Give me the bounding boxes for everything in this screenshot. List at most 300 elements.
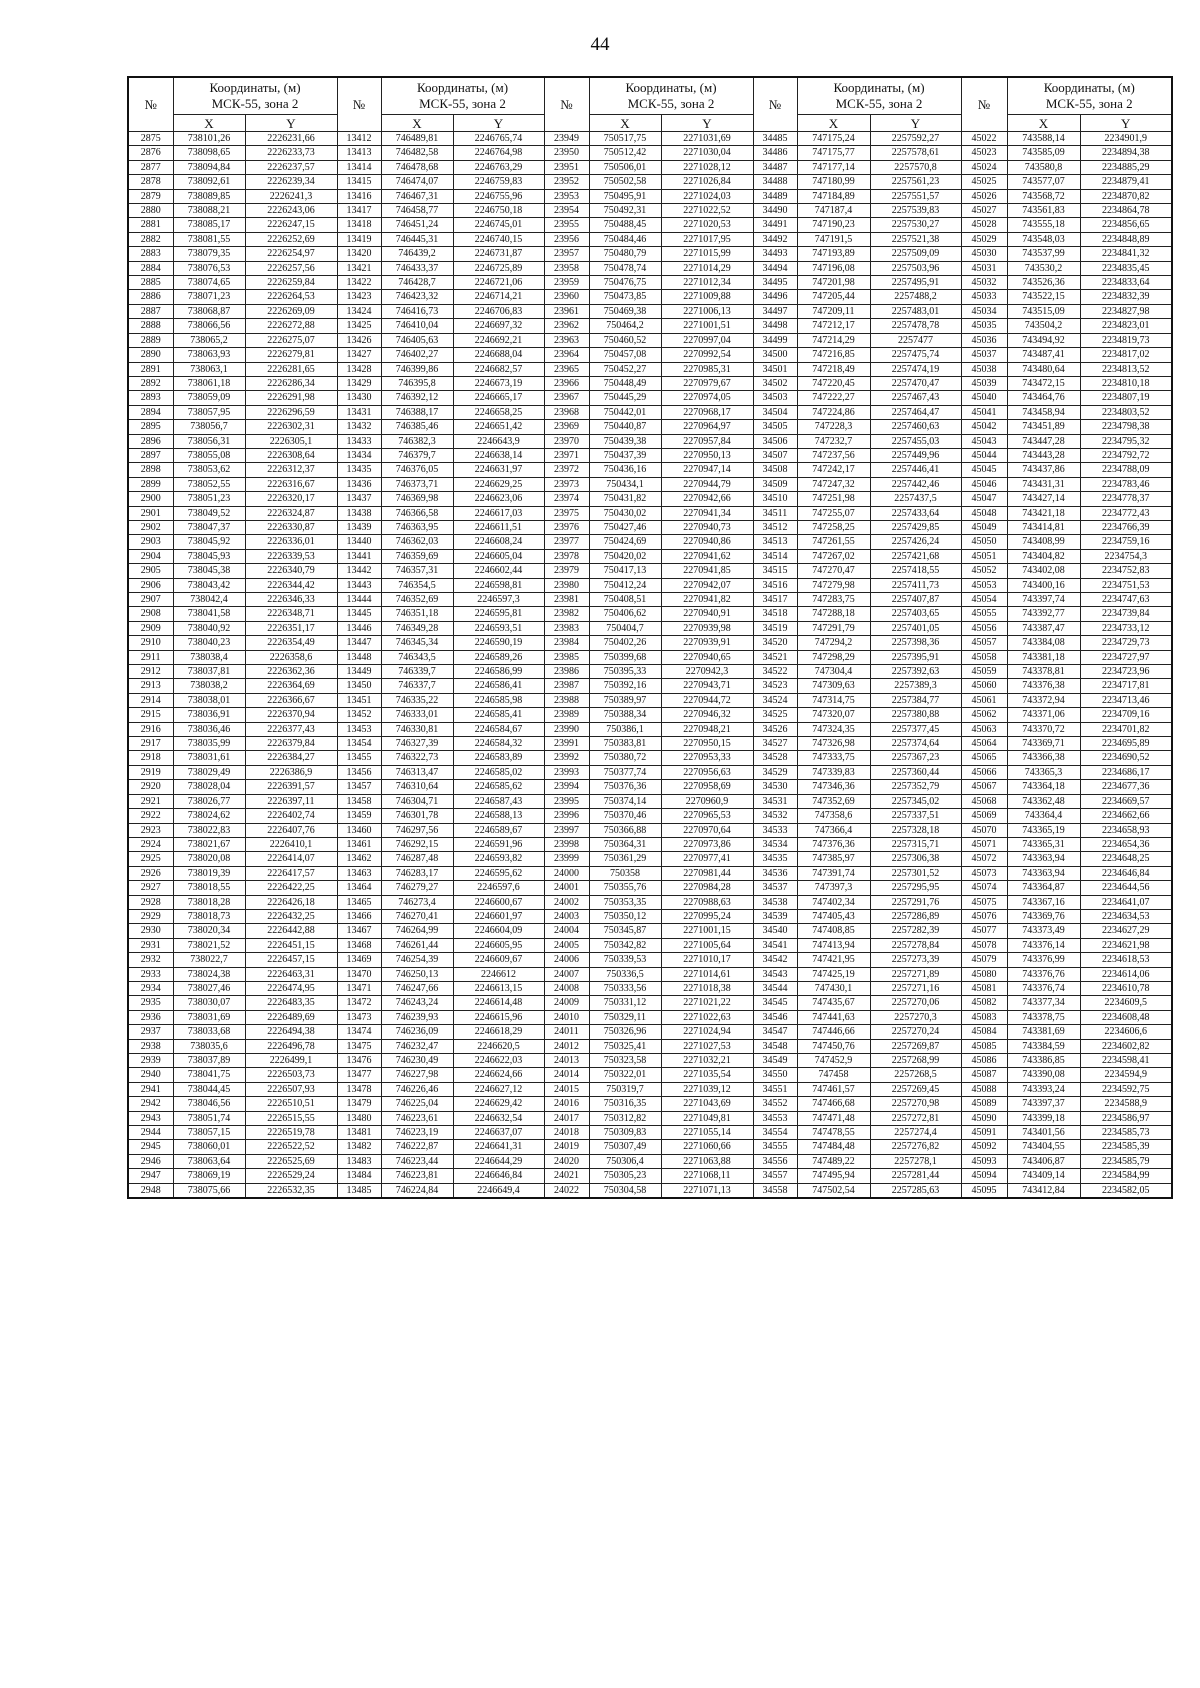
y-coordinate: 2234727,97	[1080, 650, 1172, 664]
point-number: 45055	[961, 607, 1007, 621]
point-number: 23981	[544, 593, 589, 607]
y-coordinate: 2226426,18	[245, 895, 337, 909]
point-number: 2909	[128, 621, 173, 635]
point-number: 45037	[961, 348, 1007, 362]
point-number: 2904	[128, 549, 173, 563]
x-coordinate: 743409,14	[1007, 1169, 1080, 1183]
point-number: 34496	[753, 290, 797, 304]
y-coordinate: 2271014,61	[661, 967, 753, 981]
y-coordinate: 2257306,38	[870, 852, 961, 866]
point-number: 45064	[961, 737, 1007, 751]
y-coordinate: 2257286,89	[870, 909, 961, 923]
y-coordinate: 2234752,83	[1080, 564, 1172, 578]
point-number: 45042	[961, 420, 1007, 434]
y-coordinate: 2270958,69	[661, 780, 753, 794]
y-coordinate: 2246622,03	[453, 1054, 544, 1068]
y-coordinate: 2226391,57	[245, 780, 337, 794]
x-coordinate: 746279,27	[381, 881, 453, 895]
x-coordinate: 750319,7	[589, 1082, 661, 1096]
y-coordinate: 2271039,12	[661, 1082, 753, 1096]
point-number: 34533	[753, 823, 797, 837]
point-number: 34553	[753, 1111, 797, 1125]
y-coordinate: 2270941,82	[661, 593, 753, 607]
point-number: 34538	[753, 895, 797, 909]
point-number: 13420	[337, 247, 381, 261]
y-coordinate: 2234717,81	[1080, 679, 1172, 693]
point-number: 45078	[961, 938, 1007, 952]
y-coordinate: 2257592,27	[870, 132, 961, 146]
point-number: 13413	[337, 146, 381, 160]
x-coordinate: 750488,45	[589, 218, 661, 232]
y-coordinate: 2226308,64	[245, 448, 337, 462]
y-coordinate: 2246608,24	[453, 535, 544, 549]
point-number: 23957	[544, 247, 589, 261]
y-coordinate: 2246584,32	[453, 737, 544, 751]
point-number: 13449	[337, 665, 381, 679]
point-number: 13474	[337, 1025, 381, 1039]
y-coordinate: 2246584,67	[453, 722, 544, 736]
point-number: 2947	[128, 1169, 173, 1183]
x-coordinate: 738094,84	[173, 160, 245, 174]
point-number: 34503	[753, 391, 797, 405]
point-number: 34548	[753, 1039, 797, 1053]
y-coordinate: 2257269,87	[870, 1039, 961, 1053]
y-coordinate: 2246692,21	[453, 333, 544, 347]
point-number: 13441	[337, 549, 381, 563]
y-coordinate: 2246612	[453, 967, 544, 981]
x-coordinate: 747224,86	[797, 405, 870, 419]
x-coordinate: 750306,4	[589, 1154, 661, 1168]
y-coordinate: 2226414,07	[245, 852, 337, 866]
y-coordinate: 2257446,41	[870, 463, 961, 477]
x-coordinate: 743401,56	[1007, 1126, 1080, 1140]
x-coordinate: 743369,76	[1007, 909, 1080, 923]
x-coordinate: 738061,18	[173, 376, 245, 390]
point-number: 2917	[128, 737, 173, 751]
y-coordinate: 2246644,29	[453, 1154, 544, 1168]
point-number: 24006	[544, 953, 589, 967]
x-coordinate: 738021,52	[173, 938, 245, 952]
point-number: 34536	[753, 866, 797, 880]
table-row	[128, 1169, 1172, 1183]
table-row	[128, 549, 1172, 563]
x-coordinate: 743568,72	[1007, 189, 1080, 203]
x-coordinate: 743364,18	[1007, 780, 1080, 794]
x-coordinate: 747247,32	[797, 477, 870, 491]
x-coordinate: 747408,85	[797, 924, 870, 938]
point-number: 13472	[337, 996, 381, 1010]
y-coordinate: 2257278,1	[870, 1154, 961, 1168]
point-number: 13442	[337, 564, 381, 578]
y-coordinate: 2271030,04	[661, 146, 753, 160]
x-coordinate: 743530,2	[1007, 261, 1080, 275]
y-coordinate: 2270941,34	[661, 506, 753, 520]
point-number: 45057	[961, 636, 1007, 650]
point-number: 45031	[961, 261, 1007, 275]
point-number: 13454	[337, 737, 381, 751]
point-number: 34494	[753, 261, 797, 275]
x-coordinate: 743548,03	[1007, 232, 1080, 246]
x-header: X	[589, 115, 661, 132]
x-coordinate: 750457,08	[589, 348, 661, 362]
point-number: 23978	[544, 549, 589, 563]
x-coordinate: 747214,29	[797, 333, 870, 347]
x-coordinate: 738021,67	[173, 837, 245, 851]
point-number: 13432	[337, 420, 381, 434]
x-coordinate: 743386,85	[1007, 1054, 1080, 1068]
point-number: 2912	[128, 665, 173, 679]
point-number: 23995	[544, 794, 589, 808]
point-number: 13451	[337, 693, 381, 707]
x-coordinate: 750355,76	[589, 881, 661, 895]
point-number: 24007	[544, 967, 589, 981]
y-coordinate: 2246646,84	[453, 1169, 544, 1183]
x-coordinate: 746250,13	[381, 967, 453, 981]
x-coordinate: 747489,22	[797, 1154, 870, 1168]
point-number: 13418	[337, 218, 381, 232]
point-number: 45071	[961, 837, 1007, 851]
x-coordinate: 743381,18	[1007, 650, 1080, 664]
point-number: 13465	[337, 895, 381, 909]
point-number: 13414	[337, 160, 381, 174]
x-coordinate: 750424,69	[589, 535, 661, 549]
y-coordinate: 2257455,03	[870, 434, 961, 448]
x-coordinate: 747261,55	[797, 535, 870, 549]
x-coordinate: 738031,69	[173, 1010, 245, 1024]
x-coordinate: 747232,7	[797, 434, 870, 448]
x-coordinate: 738018,28	[173, 895, 245, 909]
y-coordinate: 2246598,81	[453, 578, 544, 592]
y-coordinate: 2246682,57	[453, 362, 544, 376]
x-coordinate: 750374,14	[589, 794, 661, 808]
table-row	[128, 405, 1172, 419]
x-coordinate: 747288,18	[797, 607, 870, 621]
x-coordinate: 747466,68	[797, 1097, 870, 1111]
point-number: 45085	[961, 1039, 1007, 1053]
x-coordinate: 746292,15	[381, 837, 453, 851]
y-coordinate: 2257460,63	[870, 420, 961, 434]
x-coordinate: 746287,48	[381, 852, 453, 866]
point-number: 23962	[544, 319, 589, 333]
y-coordinate: 2270968,17	[661, 405, 753, 419]
y-coordinate: 2271021,22	[661, 996, 753, 1010]
x-coordinate: 738020,08	[173, 852, 245, 866]
y-coordinate: 2226510,51	[245, 1097, 337, 1111]
table-row	[128, 1010, 1172, 1024]
x-coordinate: 738031,61	[173, 751, 245, 765]
y-coordinate: 2234848,89	[1080, 232, 1172, 246]
point-number: 23963	[544, 333, 589, 347]
x-coordinate: 738075,66	[173, 1183, 245, 1198]
y-coordinate: 2271063,88	[661, 1154, 753, 1168]
point-number: 23979	[544, 564, 589, 578]
x-coordinate: 747212,17	[797, 319, 870, 333]
point-number: 13453	[337, 722, 381, 736]
x-coordinate: 738074,65	[173, 276, 245, 290]
point-number: 34531	[753, 794, 797, 808]
y-coordinate: 2226348,71	[245, 607, 337, 621]
point-number: 34508	[753, 463, 797, 477]
x-coordinate: 747333,75	[797, 751, 870, 765]
x-coordinate: 746354,5	[381, 578, 453, 592]
y-coordinate: 2246591,96	[453, 837, 544, 851]
x-coordinate: 738047,37	[173, 520, 245, 534]
x-coordinate: 746225,04	[381, 1097, 453, 1111]
point-number: 13458	[337, 794, 381, 808]
y-coordinate: 2271068,11	[661, 1169, 753, 1183]
y-coordinate: 2257411,73	[870, 578, 961, 592]
x-coordinate: 746270,41	[381, 909, 453, 923]
point-number: 34547	[753, 1025, 797, 1039]
point-number: 45027	[961, 204, 1007, 218]
y-coordinate: 2226519,78	[245, 1126, 337, 1140]
point-number: 45059	[961, 665, 1007, 679]
point-number: 13427	[337, 348, 381, 362]
point-number: 23949	[544, 132, 589, 146]
y-coordinate: 2246593,82	[453, 852, 544, 866]
point-number: 23977	[544, 535, 589, 549]
x-coordinate: 743392,77	[1007, 607, 1080, 621]
x-coordinate: 750460,52	[589, 333, 661, 347]
point-number: 23989	[544, 708, 589, 722]
x-coordinate: 747294,2	[797, 636, 870, 650]
point-number: 2927	[128, 881, 173, 895]
point-number: 13436	[337, 477, 381, 491]
y-header: Y	[453, 115, 544, 132]
point-number: 45053	[961, 578, 1007, 592]
x-coordinate: 746223,81	[381, 1169, 453, 1183]
point-number: 24014	[544, 1068, 589, 1082]
point-number: 2911	[128, 650, 173, 664]
y-coordinate: 2257475,74	[870, 348, 961, 362]
point-number: 2910	[128, 636, 173, 650]
y-coordinate: 2226386,9	[245, 765, 337, 779]
x-coordinate: 738018,55	[173, 881, 245, 895]
x-coordinate: 746330,81	[381, 722, 453, 736]
point-number: 23990	[544, 722, 589, 736]
y-coordinate: 2246585,98	[453, 693, 544, 707]
y-coordinate: 2257551,57	[870, 189, 961, 203]
point-number: 34532	[753, 809, 797, 823]
x-coordinate: 750353,35	[589, 895, 661, 909]
y-coordinate: 2226243,06	[245, 204, 337, 218]
y-coordinate: 2246641,31	[453, 1140, 544, 1154]
y-coordinate: 2270960,9	[661, 794, 753, 808]
point-number: 23970	[544, 434, 589, 448]
x-coordinate: 750408,51	[589, 593, 661, 607]
y-coordinate: 2246605,04	[453, 549, 544, 563]
point-number: 45052	[961, 564, 1007, 578]
y-coordinate: 2257281,44	[870, 1169, 961, 1183]
point-number: 2885	[128, 276, 173, 290]
y-coordinate: 2234627,29	[1080, 924, 1172, 938]
y-coordinate: 2257269,45	[870, 1082, 961, 1096]
point-number: 2881	[128, 218, 173, 232]
x-coordinate: 738036,46	[173, 722, 245, 736]
x-coordinate: 750361,29	[589, 852, 661, 866]
y-coordinate: 2257570,8	[870, 160, 961, 174]
x-coordinate: 746349,28	[381, 621, 453, 635]
x-coordinate: 750305,23	[589, 1169, 661, 1183]
x-coordinate: 738052,55	[173, 477, 245, 491]
point-number: 23976	[544, 520, 589, 534]
y-coordinate: 2246585,62	[453, 780, 544, 794]
table-row	[128, 967, 1172, 981]
table-row	[128, 146, 1172, 160]
x-coordinate: 743487,41	[1007, 348, 1080, 362]
x-coordinate: 743378,81	[1007, 665, 1080, 679]
table-row	[128, 564, 1172, 578]
x-coordinate: 743365,3	[1007, 765, 1080, 779]
point-number: 34509	[753, 477, 797, 491]
y-coordinate: 2246613,15	[453, 981, 544, 995]
y-coordinate: 2270965,53	[661, 809, 753, 823]
point-number: 23982	[544, 607, 589, 621]
y-coordinate: 2226397,11	[245, 794, 337, 808]
y-coordinate: 2226503,73	[245, 1068, 337, 1082]
y-coordinate: 2234641,07	[1080, 895, 1172, 909]
x-coordinate: 750442,01	[589, 405, 661, 419]
point-number: 24004	[544, 924, 589, 938]
point-number: 13452	[337, 708, 381, 722]
point-number: 13433	[337, 434, 381, 448]
y-coordinate: 2226344,42	[245, 578, 337, 592]
point-number: 23954	[544, 204, 589, 218]
y-coordinate: 2270946,32	[661, 708, 753, 722]
point-number: 23952	[544, 175, 589, 189]
table-row	[128, 823, 1172, 837]
point-number: 34516	[753, 578, 797, 592]
x-coordinate: 750484,46	[589, 232, 661, 246]
x-coordinate: 743371,06	[1007, 708, 1080, 722]
point-number: 13455	[337, 751, 381, 765]
x-coordinate: 738056,7	[173, 420, 245, 434]
x-header: X	[173, 115, 245, 132]
x-coordinate: 747283,75	[797, 593, 870, 607]
point-number: 2936	[128, 1010, 173, 1024]
point-number: 24012	[544, 1039, 589, 1053]
num-header: №	[753, 77, 797, 132]
x-coordinate: 743447,28	[1007, 434, 1080, 448]
point-number: 23997	[544, 823, 589, 837]
point-number: 23999	[544, 852, 589, 866]
x-coordinate: 746264,99	[381, 924, 453, 938]
y-coordinate: 2234798,38	[1080, 420, 1172, 434]
y-coordinate: 2257474,19	[870, 362, 961, 376]
y-coordinate: 2257384,77	[870, 693, 961, 707]
point-number: 2900	[128, 492, 173, 506]
point-number: 13468	[337, 938, 381, 952]
x-coordinate: 750478,74	[589, 261, 661, 275]
y-coordinate: 2271060,66	[661, 1140, 753, 1154]
table-row	[128, 607, 1172, 621]
x-coordinate: 747184,89	[797, 189, 870, 203]
table-row	[128, 693, 1172, 707]
point-number: 34502	[753, 376, 797, 390]
x-coordinate: 746236,09	[381, 1025, 453, 1039]
x-coordinate: 746261,44	[381, 938, 453, 952]
y-coordinate: 2246759,83	[453, 175, 544, 189]
point-number: 34521	[753, 650, 797, 664]
coord-header: Координаты, (м) МСК-55, зона 2	[173, 77, 337, 115]
x-coordinate: 747196,08	[797, 261, 870, 275]
x-coordinate: 747191,5	[797, 232, 870, 246]
x-coordinate: 747314,75	[797, 693, 870, 707]
y-coordinate: 2234835,45	[1080, 261, 1172, 275]
point-number: 45093	[961, 1154, 1007, 1168]
point-number: 2899	[128, 477, 173, 491]
y-coordinate: 2234585,73	[1080, 1126, 1172, 1140]
x-coordinate: 750386,1	[589, 722, 661, 736]
point-number: 34554	[753, 1126, 797, 1140]
x-coordinate: 750512,42	[589, 146, 661, 160]
num-header: №	[544, 77, 589, 132]
y-coordinate: 2271017,95	[661, 232, 753, 246]
point-number: 13473	[337, 1010, 381, 1024]
point-number: 34534	[753, 837, 797, 851]
y-coordinate: 2270977,41	[661, 852, 753, 866]
y-coordinate: 2246609,67	[453, 953, 544, 967]
point-number: 34505	[753, 420, 797, 434]
point-number: 13456	[337, 765, 381, 779]
num-header: №	[337, 77, 381, 132]
x-coordinate: 738036,91	[173, 708, 245, 722]
x-coordinate: 738040,92	[173, 621, 245, 635]
x-coordinate: 743369,71	[1007, 737, 1080, 751]
y-coordinate: 2257478,78	[870, 319, 961, 333]
x-coordinate: 747425,19	[797, 967, 870, 981]
x-coordinate: 750404,7	[589, 621, 661, 635]
y-coordinate: 2270979,67	[661, 376, 753, 390]
point-number: 13422	[337, 276, 381, 290]
point-number: 34541	[753, 938, 797, 952]
y-coordinate: 2234817,02	[1080, 348, 1172, 362]
point-number: 34487	[753, 160, 797, 174]
y-coordinate: 2234602,82	[1080, 1039, 1172, 1053]
x-coordinate: 747177,14	[797, 160, 870, 174]
y-coordinate: 2226231,66	[245, 132, 337, 146]
x-coordinate: 743404,82	[1007, 549, 1080, 563]
y-coordinate: 2246605,95	[453, 938, 544, 952]
point-number: 45062	[961, 708, 1007, 722]
point-number: 24019	[544, 1140, 589, 1154]
x-coordinate: 743515,09	[1007, 304, 1080, 318]
point-number: 45060	[961, 679, 1007, 693]
point-number: 34515	[753, 564, 797, 578]
point-number: 34506	[753, 434, 797, 448]
x-coordinate: 750370,46	[589, 809, 661, 823]
point-number: 34524	[753, 693, 797, 707]
point-number: 2948	[128, 1183, 173, 1198]
y-coordinate: 2226384,27	[245, 751, 337, 765]
x-coordinate: 738045,92	[173, 535, 245, 549]
point-number: 45051	[961, 549, 1007, 563]
point-number: 2888	[128, 319, 173, 333]
x-coordinate: 747461,57	[797, 1082, 870, 1096]
x-coordinate: 747242,17	[797, 463, 870, 477]
point-number: 45063	[961, 722, 1007, 736]
x-coordinate: 747251,98	[797, 492, 870, 506]
x-coordinate: 746337,7	[381, 679, 453, 693]
point-number: 24017	[544, 1111, 589, 1125]
y-coordinate: 2257270,24	[870, 1025, 961, 1039]
x-coordinate: 747471,48	[797, 1111, 870, 1125]
y-coordinate: 2257426,24	[870, 535, 961, 549]
table-row	[128, 722, 1172, 736]
table-row	[128, 1082, 1172, 1096]
x-coordinate: 746223,44	[381, 1154, 453, 1168]
point-number: 45045	[961, 463, 1007, 477]
